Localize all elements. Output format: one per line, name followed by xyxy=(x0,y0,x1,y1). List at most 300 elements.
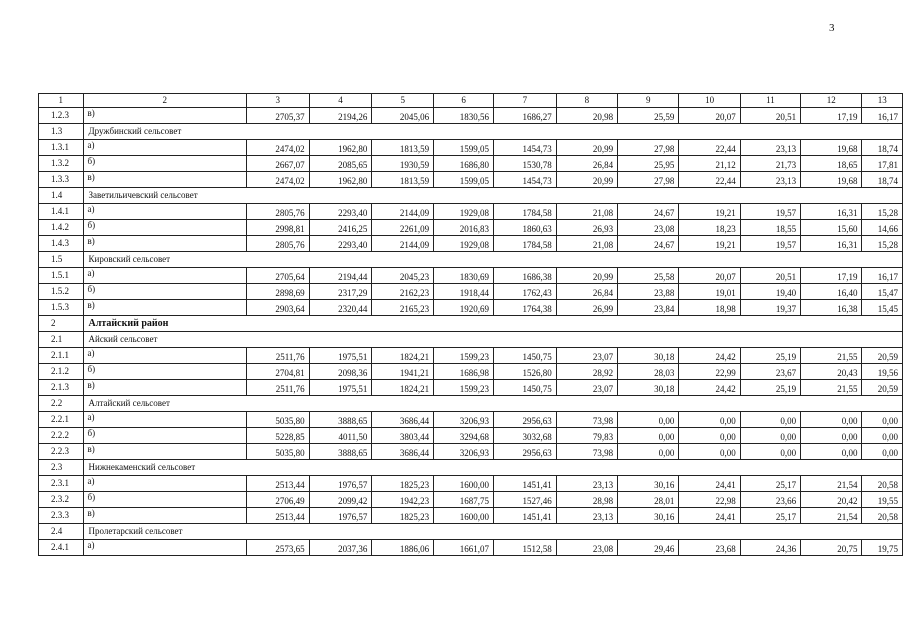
value-cell: 2144,09 xyxy=(372,236,434,252)
value-cell: 18,74 xyxy=(862,172,903,188)
value-cell: 26,84 xyxy=(556,156,617,172)
value-cell: 1451,41 xyxy=(494,508,557,524)
section-title: Нижнекаменский сельсовет xyxy=(83,460,903,476)
page-number: 3 xyxy=(829,22,835,34)
row-variant: а) xyxy=(83,348,246,364)
value-cell: 2998,81 xyxy=(246,220,309,236)
header-cell: 13 xyxy=(862,94,903,108)
section-title: Кировский сельсовет xyxy=(83,252,903,268)
row-variant: в) xyxy=(83,508,246,524)
value-cell: 20,58 xyxy=(862,508,903,524)
value-cell: 1454,73 xyxy=(494,172,557,188)
value-cell: 2474,02 xyxy=(246,140,309,156)
table-row xyxy=(39,108,903,124)
value-cell: 30,16 xyxy=(618,476,679,492)
table-row xyxy=(39,300,903,316)
section-row xyxy=(39,188,903,204)
row-code: 2.2 xyxy=(39,396,84,412)
value-cell: 1825,23 xyxy=(372,476,434,492)
value-cell: 25,95 xyxy=(618,156,679,172)
value-cell: 0,00 xyxy=(801,444,862,460)
value-cell: 1929,08 xyxy=(434,204,494,220)
table-row xyxy=(39,204,903,220)
value-cell: 1962,80 xyxy=(309,172,372,188)
value-cell: 19,68 xyxy=(801,140,862,156)
value-cell: 1764,38 xyxy=(494,300,557,316)
value-cell: 20,98 xyxy=(556,108,617,124)
value-cell: 3032,68 xyxy=(494,428,557,444)
value-cell: 1860,63 xyxy=(494,220,557,236)
value-cell: 23,13 xyxy=(740,140,800,156)
table-row xyxy=(39,412,903,428)
row-code: 2.3 xyxy=(39,460,84,476)
value-cell: 19,21 xyxy=(679,236,740,252)
value-cell: 15,28 xyxy=(862,236,903,252)
value-cell: 17,19 xyxy=(801,268,862,284)
header-cell: 7 xyxy=(494,94,557,108)
section-row xyxy=(39,332,903,348)
value-cell: 1976,57 xyxy=(309,476,372,492)
section-row xyxy=(39,124,903,140)
table-row xyxy=(39,476,903,492)
value-cell: 2573,65 xyxy=(246,540,309,556)
row-code: 2.4 xyxy=(39,524,84,540)
value-cell: 0,00 xyxy=(618,444,679,460)
value-cell: 1450,75 xyxy=(494,380,557,396)
value-cell: 0,00 xyxy=(679,444,740,460)
value-cell: 2667,07 xyxy=(246,156,309,172)
value-cell: 0,00 xyxy=(740,444,800,460)
value-cell: 5035,80 xyxy=(246,412,309,428)
row-variant: б) xyxy=(83,364,246,380)
value-cell: 28,01 xyxy=(618,492,679,508)
value-cell: 25,59 xyxy=(618,108,679,124)
value-cell: 1975,51 xyxy=(309,348,372,364)
value-cell: 19,57 xyxy=(740,236,800,252)
value-cell: 19,68 xyxy=(801,172,862,188)
value-cell: 5035,80 xyxy=(246,444,309,460)
value-cell: 19,21 xyxy=(679,204,740,220)
value-cell: 1600,00 xyxy=(434,508,494,524)
value-cell: 2165,23 xyxy=(372,300,434,316)
value-cell: 2293,40 xyxy=(309,236,372,252)
value-cell: 1918,44 xyxy=(434,284,494,300)
value-cell: 18,65 xyxy=(801,156,862,172)
row-code: 2.2.2 xyxy=(39,428,84,444)
value-cell: 0,00 xyxy=(740,428,800,444)
row-code: 1.5 xyxy=(39,252,84,268)
value-cell: 1530,78 xyxy=(494,156,557,172)
value-cell: 19,01 xyxy=(679,284,740,300)
value-cell: 2706,49 xyxy=(246,492,309,508)
value-cell: 79,83 xyxy=(556,428,617,444)
value-cell: 1962,80 xyxy=(309,140,372,156)
value-cell: 2037,36 xyxy=(309,540,372,556)
value-cell: 1929,08 xyxy=(434,236,494,252)
row-code: 2.2.1 xyxy=(39,412,84,428)
value-cell: 16,31 xyxy=(801,204,862,220)
value-cell: 2320,44 xyxy=(309,300,372,316)
row-code: 1.5.3 xyxy=(39,300,84,316)
value-cell: 1599,23 xyxy=(434,380,494,396)
section-title: Айский сельсовет xyxy=(83,332,903,348)
value-cell: 3206,93 xyxy=(434,412,494,428)
value-cell: 21,54 xyxy=(801,508,862,524)
value-cell: 0,00 xyxy=(862,412,903,428)
section-row xyxy=(39,524,903,540)
section-row xyxy=(39,460,903,476)
value-cell: 4011,50 xyxy=(309,428,372,444)
row-code: 2.1 xyxy=(39,332,84,348)
row-variant: а) xyxy=(83,204,246,220)
header-cell: 2 xyxy=(83,94,246,108)
value-cell: 2045,23 xyxy=(372,268,434,284)
value-cell: 23,08 xyxy=(618,220,679,236)
value-cell: 20,51 xyxy=(740,268,800,284)
row-code: 2 xyxy=(39,316,84,332)
table-row xyxy=(39,540,903,556)
value-cell: 26,99 xyxy=(556,300,617,316)
row-variant: а) xyxy=(83,268,246,284)
row-variant: б) xyxy=(83,156,246,172)
table-row xyxy=(39,268,903,284)
row-code: 1.4 xyxy=(39,188,84,204)
row-variant: а) xyxy=(83,476,246,492)
value-cell: 20,99 xyxy=(556,140,617,156)
value-cell: 3888,65 xyxy=(309,444,372,460)
value-cell: 1975,51 xyxy=(309,380,372,396)
value-cell: 73,98 xyxy=(556,412,617,428)
value-cell: 1526,80 xyxy=(494,364,557,380)
table-row xyxy=(39,156,903,172)
value-cell: 23,07 xyxy=(556,380,617,396)
value-cell: 26,84 xyxy=(556,284,617,300)
row-variant: а) xyxy=(83,412,246,428)
row-variant: в) xyxy=(83,380,246,396)
value-cell: 1824,21 xyxy=(372,380,434,396)
value-cell: 2293,40 xyxy=(309,204,372,220)
value-cell: 1527,46 xyxy=(494,492,557,508)
value-cell: 25,19 xyxy=(740,380,800,396)
value-cell: 21,55 xyxy=(801,348,862,364)
value-cell: 23,84 xyxy=(618,300,679,316)
header-cell: 9 xyxy=(618,94,679,108)
table-row xyxy=(39,220,903,236)
value-cell: 18,55 xyxy=(740,220,800,236)
table-row xyxy=(39,236,903,252)
header-cell: 6 xyxy=(434,94,494,108)
value-cell: 2805,76 xyxy=(246,204,309,220)
row-code: 1.2.3 xyxy=(39,108,84,124)
value-cell: 5228,85 xyxy=(246,428,309,444)
value-cell: 2317,29 xyxy=(309,284,372,300)
header-cell: 5 xyxy=(372,94,434,108)
value-cell: 1930,59 xyxy=(372,156,434,172)
value-cell: 28,03 xyxy=(618,364,679,380)
value-cell: 73,98 xyxy=(556,444,617,460)
value-cell: 0,00 xyxy=(740,412,800,428)
value-cell: 2805,76 xyxy=(246,236,309,252)
value-cell: 22,98 xyxy=(679,492,740,508)
value-cell: 3803,44 xyxy=(372,428,434,444)
row-code: 2.3.2 xyxy=(39,492,84,508)
value-cell: 23,13 xyxy=(556,508,617,524)
value-cell: 20,07 xyxy=(679,268,740,284)
value-cell: 23,68 xyxy=(679,540,740,556)
row-variant: а) xyxy=(83,540,246,556)
value-cell: 20,43 xyxy=(801,364,862,380)
value-cell: 2144,09 xyxy=(372,204,434,220)
value-cell: 18,98 xyxy=(679,300,740,316)
value-cell: 3206,93 xyxy=(434,444,494,460)
value-cell: 1451,41 xyxy=(494,476,557,492)
value-cell: 17,19 xyxy=(801,108,862,124)
value-cell: 1762,43 xyxy=(494,284,557,300)
value-cell: 1830,69 xyxy=(434,268,494,284)
value-cell: 21,73 xyxy=(740,156,800,172)
row-variant: в) xyxy=(83,172,246,188)
value-cell: 2956,63 xyxy=(494,444,557,460)
value-cell: 21,54 xyxy=(801,476,862,492)
section-title: Дружбинский сельсовет xyxy=(83,124,903,140)
value-cell: 29,46 xyxy=(618,540,679,556)
table-row xyxy=(39,364,903,380)
value-cell: 24,67 xyxy=(618,236,679,252)
value-cell: 1920,69 xyxy=(434,300,494,316)
value-cell: 2513,44 xyxy=(246,476,309,492)
value-cell: 1976,57 xyxy=(309,508,372,524)
value-cell: 16,40 xyxy=(801,284,862,300)
value-cell: 15,60 xyxy=(801,220,862,236)
table-row xyxy=(39,380,903,396)
value-cell: 24,36 xyxy=(740,540,800,556)
value-cell: 2956,63 xyxy=(494,412,557,428)
row-code: 2.1.3 xyxy=(39,380,84,396)
section-title: Заветильичевский сельсовет xyxy=(83,188,903,204)
row-variant: в) xyxy=(83,444,246,460)
value-cell: 18,23 xyxy=(679,220,740,236)
value-cell: 0,00 xyxy=(679,412,740,428)
value-cell: 30,18 xyxy=(618,380,679,396)
value-cell: 2898,69 xyxy=(246,284,309,300)
value-cell: 22,44 xyxy=(679,140,740,156)
section-row xyxy=(39,252,903,268)
value-cell: 24,41 xyxy=(679,476,740,492)
value-cell: 22,99 xyxy=(679,364,740,380)
value-cell: 24,42 xyxy=(679,348,740,364)
table-row xyxy=(39,172,903,188)
value-cell: 20,07 xyxy=(679,108,740,124)
value-cell: 1686,80 xyxy=(434,156,494,172)
value-cell: 1687,75 xyxy=(434,492,494,508)
row-code: 1.4.1 xyxy=(39,204,84,220)
row-variant: б) xyxy=(83,428,246,444)
value-cell: 30,16 xyxy=(618,508,679,524)
header-cell: 10 xyxy=(679,94,740,108)
district-row xyxy=(39,316,903,332)
value-cell: 0,00 xyxy=(618,428,679,444)
value-cell: 23,13 xyxy=(556,476,617,492)
value-cell: 2705,37 xyxy=(246,108,309,124)
row-code: 2.1.2 xyxy=(39,364,84,380)
value-cell: 20,51 xyxy=(740,108,800,124)
value-cell: 26,93 xyxy=(556,220,617,236)
value-cell: 20,99 xyxy=(556,172,617,188)
value-cell: 3294,68 xyxy=(434,428,494,444)
value-cell: 19,40 xyxy=(740,284,800,300)
value-cell: 1450,75 xyxy=(494,348,557,364)
value-cell: 0,00 xyxy=(801,428,862,444)
value-cell: 1686,38 xyxy=(494,268,557,284)
value-cell: 1686,98 xyxy=(434,364,494,380)
value-cell: 2045,06 xyxy=(372,108,434,124)
row-code: 1.4.2 xyxy=(39,220,84,236)
section-row xyxy=(39,396,903,412)
value-cell: 2416,25 xyxy=(309,220,372,236)
district-title: Алтайский район xyxy=(83,316,903,332)
row-code: 2.4.1 xyxy=(39,540,84,556)
table-row xyxy=(39,284,903,300)
value-cell: 15,47 xyxy=(862,284,903,300)
value-cell: 19,75 xyxy=(862,540,903,556)
value-cell: 24,41 xyxy=(679,508,740,524)
value-cell: 2511,76 xyxy=(246,348,309,364)
table-row xyxy=(39,348,903,364)
value-cell: 3686,44 xyxy=(372,444,434,460)
row-code: 2.3.3 xyxy=(39,508,84,524)
value-cell: 16,31 xyxy=(801,236,862,252)
value-cell: 23,13 xyxy=(740,172,800,188)
row-code: 1.3 xyxy=(39,124,84,140)
value-cell: 20,99 xyxy=(556,268,617,284)
value-cell: 27,98 xyxy=(618,140,679,156)
value-cell: 1600,00 xyxy=(434,476,494,492)
value-cell: 21,55 xyxy=(801,380,862,396)
value-cell: 0,00 xyxy=(862,444,903,460)
value-cell: 28,92 xyxy=(556,364,617,380)
value-cell: 25,58 xyxy=(618,268,679,284)
header-cell: 3 xyxy=(246,94,309,108)
table-row xyxy=(39,492,903,508)
value-cell: 0,00 xyxy=(679,428,740,444)
value-cell: 14,66 xyxy=(862,220,903,236)
tariff-table xyxy=(38,93,903,556)
section-title: Пролетарский сельсовет xyxy=(83,524,903,540)
value-cell: 22,44 xyxy=(679,172,740,188)
value-cell: 1784,58 xyxy=(494,204,557,220)
value-cell: 19,55 xyxy=(862,492,903,508)
value-cell: 15,45 xyxy=(862,300,903,316)
row-code: 1.4.3 xyxy=(39,236,84,252)
value-cell: 2098,36 xyxy=(309,364,372,380)
value-cell: 1813,59 xyxy=(372,140,434,156)
value-cell: 16,38 xyxy=(801,300,862,316)
row-variant: а) xyxy=(83,140,246,156)
value-cell: 20,42 xyxy=(801,492,862,508)
value-cell: 24,67 xyxy=(618,204,679,220)
value-cell: 1784,58 xyxy=(494,236,557,252)
value-cell: 1942,23 xyxy=(372,492,434,508)
value-cell: 20,75 xyxy=(801,540,862,556)
value-cell: 0,00 xyxy=(862,428,903,444)
value-cell: 0,00 xyxy=(618,412,679,428)
value-cell: 2194,44 xyxy=(309,268,372,284)
value-cell: 27,98 xyxy=(618,172,679,188)
value-cell: 19,56 xyxy=(862,364,903,380)
row-code: 2.1.1 xyxy=(39,348,84,364)
value-cell: 23,08 xyxy=(556,540,617,556)
value-cell: 17,81 xyxy=(862,156,903,172)
value-cell: 2903,64 xyxy=(246,300,309,316)
value-cell: 2474,02 xyxy=(246,172,309,188)
value-cell: 2511,76 xyxy=(246,380,309,396)
table-row xyxy=(39,444,903,460)
value-cell: 2261,09 xyxy=(372,220,434,236)
value-cell: 1512,58 xyxy=(494,540,557,556)
row-variant: в) xyxy=(83,300,246,316)
row-code: 1.5.1 xyxy=(39,268,84,284)
row-variant: в) xyxy=(83,108,246,124)
value-cell: 21,08 xyxy=(556,204,617,220)
value-cell: 3888,65 xyxy=(309,412,372,428)
value-cell: 16,17 xyxy=(862,108,903,124)
value-cell: 23,07 xyxy=(556,348,617,364)
value-cell: 20,59 xyxy=(862,348,903,364)
value-cell: 23,67 xyxy=(740,364,800,380)
row-variant: в) xyxy=(83,236,246,252)
value-cell: 25,19 xyxy=(740,348,800,364)
value-cell: 20,59 xyxy=(862,380,903,396)
header-cell: 4 xyxy=(309,94,372,108)
value-cell: 2705,64 xyxy=(246,268,309,284)
value-cell: 25,17 xyxy=(740,508,800,524)
value-cell: 19,57 xyxy=(740,204,800,220)
header-cell: 12 xyxy=(801,94,862,108)
value-cell: 1599,05 xyxy=(434,140,494,156)
value-cell: 2513,44 xyxy=(246,508,309,524)
row-code: 2.3.1 xyxy=(39,476,84,492)
header-row xyxy=(39,94,903,108)
section-title: Алтайский сельсовет xyxy=(83,396,903,412)
value-cell: 23,66 xyxy=(740,492,800,508)
row-variant: б) xyxy=(83,220,246,236)
value-cell: 21,08 xyxy=(556,236,617,252)
value-cell: 1825,23 xyxy=(372,508,434,524)
row-code: 2.2.3 xyxy=(39,444,84,460)
table-row xyxy=(39,508,903,524)
value-cell: 19,37 xyxy=(740,300,800,316)
row-code: 1.5.2 xyxy=(39,284,84,300)
table-row xyxy=(39,140,903,156)
value-cell: 25,17 xyxy=(740,476,800,492)
value-cell: 24,42 xyxy=(679,380,740,396)
value-cell: 1686,27 xyxy=(494,108,557,124)
value-cell: 2016,83 xyxy=(434,220,494,236)
value-cell: 30,18 xyxy=(618,348,679,364)
header-cell: 11 xyxy=(740,94,800,108)
value-cell: 1813,59 xyxy=(372,172,434,188)
value-cell: 23,88 xyxy=(618,284,679,300)
value-cell: 1661,07 xyxy=(434,540,494,556)
row-code: 1.3.2 xyxy=(39,156,84,172)
value-cell: 21,12 xyxy=(679,156,740,172)
value-cell: 15,28 xyxy=(862,204,903,220)
value-cell: 1830,56 xyxy=(434,108,494,124)
value-cell: 1824,21 xyxy=(372,348,434,364)
value-cell: 1941,21 xyxy=(372,364,434,380)
value-cell: 1454,73 xyxy=(494,140,557,156)
value-cell: 1599,23 xyxy=(434,348,494,364)
